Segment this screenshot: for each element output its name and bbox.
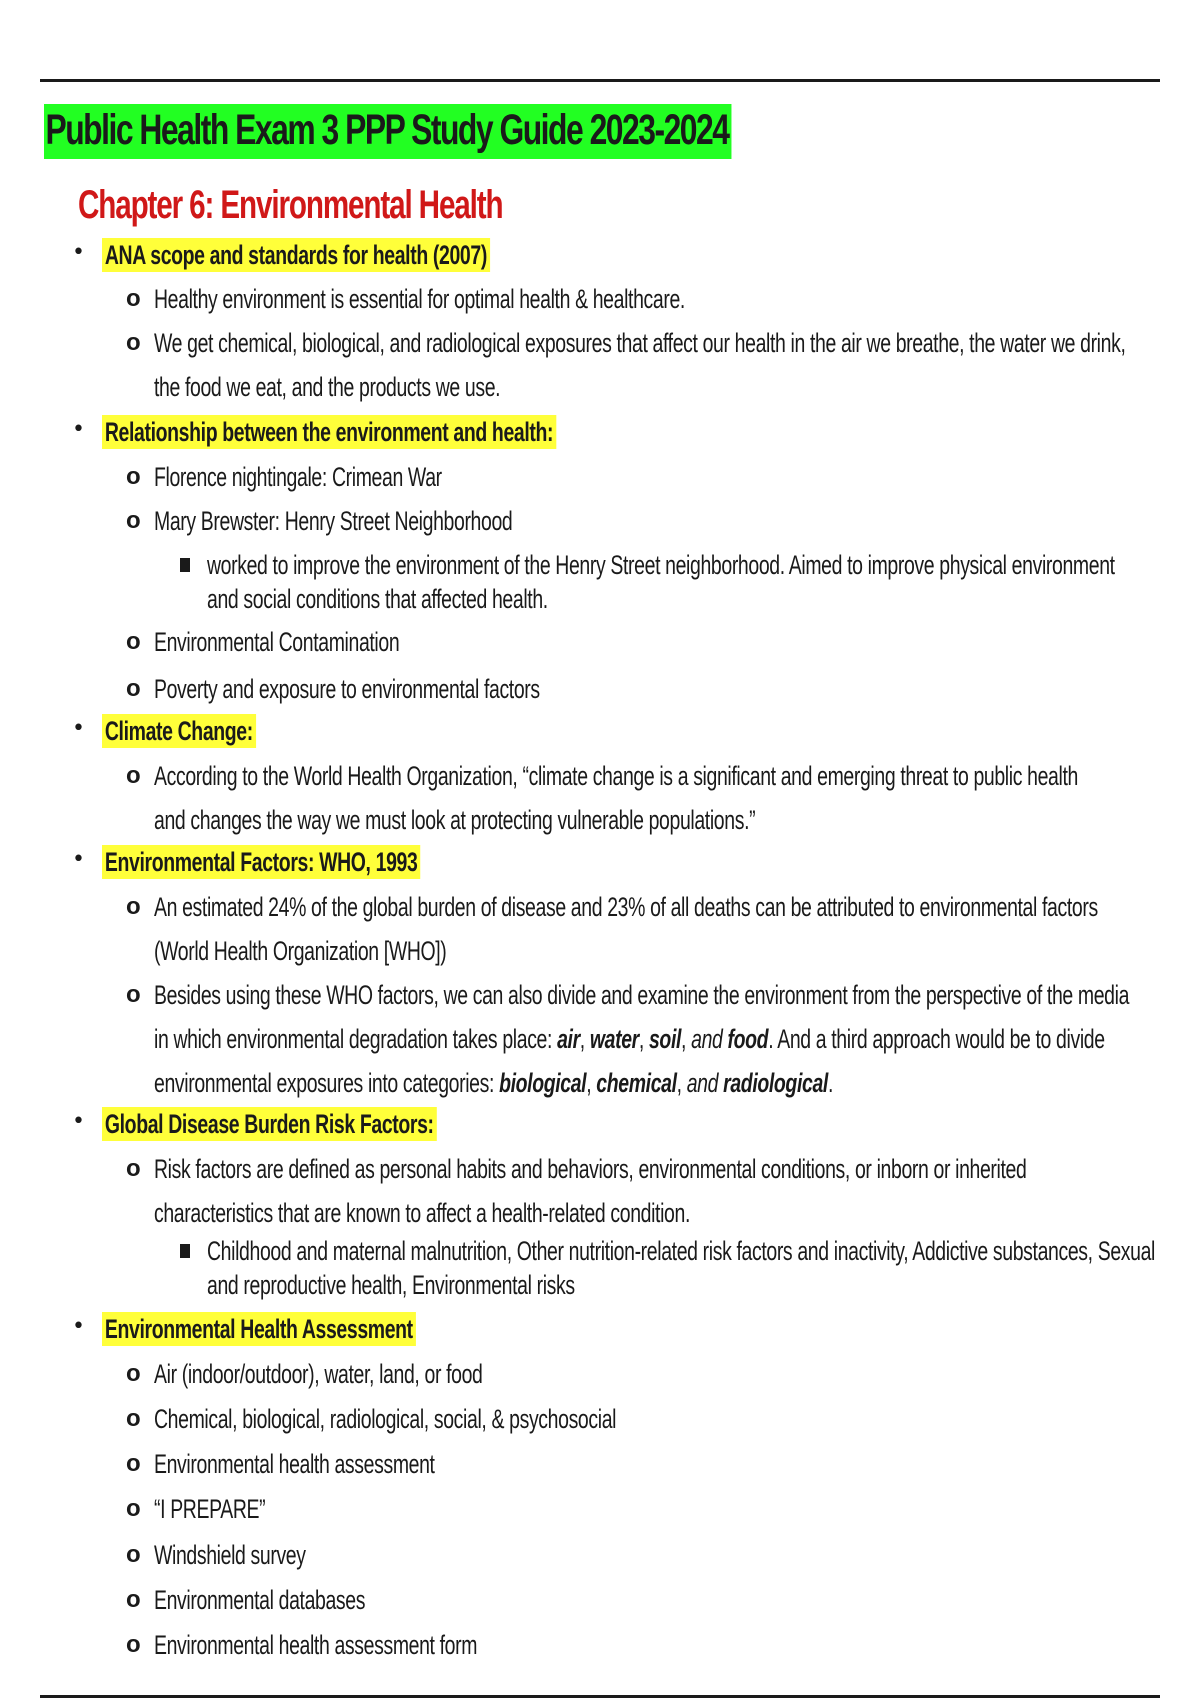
item-marker: o <box>126 1405 141 1432</box>
item-marker: o <box>126 893 141 920</box>
item-marker: o <box>126 329 141 356</box>
item-text: Air (indoor/outdoor), water, land, or food <box>154 1359 483 1389</box>
bullet-marker: • <box>72 716 85 741</box>
item-marker: o <box>126 1450 141 1477</box>
bullet-marker: • <box>72 1109 85 1134</box>
item-marker: o <box>126 463 141 490</box>
item-marker: o <box>126 628 141 655</box>
square-bullet-icon <box>180 558 190 572</box>
item-marker: o <box>126 1586 141 1613</box>
document-title: Public Health Exam 3 PPP Study Guide 2023-2024 <box>44 104 731 159</box>
bullet-marker: • <box>72 417 85 442</box>
item-text: Chemical, biological, radiological, social, & psychosocial <box>154 1404 617 1434</box>
item-text: “I PREPARE” <box>154 1494 266 1524</box>
category-chemical: chemical <box>596 1068 677 1098</box>
item-text: Risk factors are defined as personal habits and behaviors, environmental conditions, or inborn or inherited characteristics that are known to affect a health-related condition. <box>154 1154 1027 1228</box>
section-label: Environmental Factors: WHO, 1993 <box>102 845 420 879</box>
item-text: Environmental databases <box>154 1585 366 1615</box>
item-marker: o <box>126 507 141 534</box>
bottom-rule <box>40 1695 1160 1698</box>
item-text: According to the World Health Organization, “climate change is a significant and emerging threat to public health and changes the way we must look at protecting vulnerable populations.” <box>154 761 1078 835</box>
item-marker: o <box>126 1495 141 1522</box>
item-marker: o <box>126 1360 141 1387</box>
item-text: Besides using these WHO factors, we can also divide and examine the environment from the perspective of the media in which environmental degradation takes place: air, water, soil, and food. And a third approach would be to divide environmental exposures into categories: biological, chemical, and radiological. <box>154 980 1130 1098</box>
bullet-marker: • <box>72 1314 85 1339</box>
section-label: Climate Change: <box>102 714 256 748</box>
item-text: Windshield survey <box>154 1540 306 1570</box>
section-label: Relationship between the environment and health: <box>102 415 556 449</box>
media-air: air <box>557 1024 580 1054</box>
section-label: Global Disease Burden Risk Factors: <box>102 1107 437 1141</box>
media-soil: soil <box>648 1024 682 1054</box>
item-text: Poverty and exposure to environmental factors <box>154 674 540 704</box>
item-text: Florence nightingale: Crimean War <box>154 462 442 492</box>
square-bullet-icon <box>180 1244 190 1258</box>
item-text: An estimated 24% of the global burden of disease and 23% of all deaths can be attributed to environmental factors (World Health Organization [WHO]) <box>154 892 1098 966</box>
section-label: Environmental Health Assessment <box>102 1312 416 1346</box>
category-biological: biological <box>499 1068 587 1098</box>
item-text: Healthy environment is essential for optimal health & healthcare. <box>154 284 685 314</box>
item-text: Environmental Contamination <box>154 627 400 657</box>
top-rule <box>40 79 1160 82</box>
item-marker: o <box>126 1541 141 1568</box>
section-label: ANA scope and standards for health (2007) <box>102 238 490 272</box>
item-text: Mary Brewster: Henry Street Neighborhood <box>154 506 513 536</box>
sub-item-text: Childhood and maternal malnutrition, Other nutrition-related risk factors and inactivity, Addictive substances, Sexual and reproductive health, Environmental risks <box>207 1236 1156 1300</box>
item-text: We get chemical, biological, and radiological exposures that affect our health in the air we breathe, the water we drink, the food we eat, and the products we use. <box>154 328 1126 402</box>
item-marker: o <box>126 762 141 789</box>
item-marker: o <box>126 1631 141 1658</box>
item-text: Environmental health assessment form <box>154 1630 478 1660</box>
media-water: water <box>589 1024 639 1054</box>
item-marker: o <box>126 285 141 312</box>
item-marker: o <box>126 981 141 1008</box>
chapter-heading: Chapter 6: Environmental Health <box>78 183 503 227</box>
media-food: food <box>727 1024 769 1054</box>
item-marker: o <box>126 675 141 702</box>
category-radiological: radiological <box>723 1068 828 1098</box>
bullet-marker: • <box>72 240 85 265</box>
bullet-marker: • <box>72 847 85 872</box>
item-text: Environmental health assessment <box>154 1449 435 1479</box>
sub-item-text: worked to improve the environment of the Henry Street neighborhood. Aimed to improve physical environment and social conditions that affected health. <box>207 550 1115 614</box>
item-marker: o <box>126 1155 141 1182</box>
